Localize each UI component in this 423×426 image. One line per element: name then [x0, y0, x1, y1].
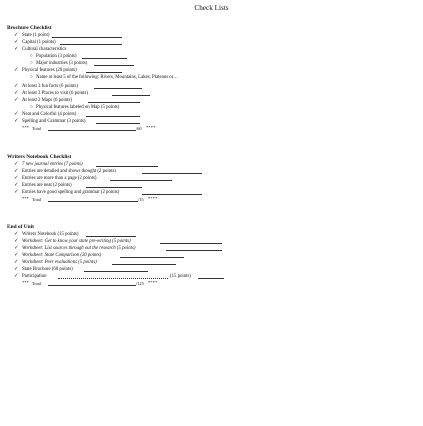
- answer-line: [84, 271, 148, 272]
- answer-line: [86, 236, 136, 237]
- item-label: Spelling and Grammar (3 points): [22, 119, 86, 124]
- list-item: [0, 104, 423, 111]
- check-mark-icon: ✓: [14, 67, 19, 73]
- check-mark-icon: ✓: [14, 97, 19, 103]
- item-label: Participation: [22, 274, 47, 279]
- brochure-total-row: *** Total /60 ****: [22, 125, 156, 131]
- list-item: [0, 175, 423, 182]
- item-points: (15 points): [170, 274, 191, 279]
- circle-bullet-icon: ○: [30, 61, 33, 66]
- circle-bullet-icon: ○: [30, 54, 33, 59]
- item-label: Worksheet: List sources through out the research (5 points): [22, 246, 136, 251]
- item-label: Capital (1 points): [22, 40, 56, 45]
- answer-line: [112, 95, 150, 96]
- total-points: /60: [136, 126, 142, 131]
- check-mark-icon: ✓: [14, 168, 19, 174]
- unit-total-row: *** Total /125 ****: [22, 280, 158, 286]
- answer-line: [94, 88, 142, 89]
- item-label: Physical features (20 points): [22, 68, 77, 73]
- list-item: [0, 97, 423, 104]
- item-label: At least 3 Places to visit (6 points): [22, 91, 88, 96]
- answer-line: [198, 278, 224, 279]
- check-mark-icon: ✓: [14, 46, 19, 52]
- check-mark-icon: ✓: [14, 252, 19, 258]
- answer-line: [48, 285, 136, 286]
- answer-line: [88, 102, 140, 103]
- item-label: Name at least 5 of the following: Rivers, Mountains, Lakes, Plateaus or…: [36, 75, 179, 80]
- check-mark-icon: ✓: [14, 111, 19, 117]
- notebook-total-row: *** Total /15 ****: [22, 196, 158, 202]
- answer-line: [86, 116, 140, 117]
- answer-line: [86, 187, 142, 188]
- list-item: [0, 168, 423, 175]
- total-points: /125: [136, 281, 144, 286]
- check-mark-icon: ✓: [14, 118, 19, 124]
- list-item: [0, 245, 423, 252]
- item-label: Neat and Colorful (4 points): [22, 112, 77, 117]
- check-mark-icon: ✓: [14, 39, 19, 45]
- list-item: [0, 67, 423, 74]
- check-mark-icon: ✓: [14, 90, 19, 96]
- item-label: Entries are more than a page (2 points): [22, 176, 97, 181]
- answer-line: [112, 264, 176, 265]
- answer-line: [96, 123, 140, 124]
- item-label: Worksheet: Peer evaluations (5 points): [22, 260, 97, 265]
- item-label: Worksheet: Get to know your state pre-writing (5 points): [22, 239, 131, 244]
- item-label: State (1 point): [22, 33, 50, 38]
- answer-line: [142, 194, 202, 195]
- total-label: Total: [32, 126, 41, 131]
- total-points: /15: [138, 197, 144, 202]
- list-item: [0, 182, 423, 189]
- total-label: Total: [32, 197, 41, 202]
- check-mark-icon: ✓: [14, 189, 19, 195]
- item-label: State Brochure (60 points): [22, 267, 73, 272]
- check-mark-icon: ✓: [14, 175, 19, 181]
- list-item: [0, 74, 423, 81]
- item-label: Entries have good spelling and grammar (2 points): [22, 190, 120, 195]
- list-item: [0, 111, 423, 118]
- item-label: Population (3 points): [36, 54, 77, 59]
- list-item: [0, 231, 423, 238]
- check-mark-icon: ✓: [14, 32, 19, 38]
- answer-line: [94, 65, 134, 66]
- check-mark-icon: ✓: [14, 266, 19, 272]
- list-item: [0, 32, 423, 39]
- item-label: Entries are neat (2 points): [22, 183, 72, 188]
- end-of-unit-heading: End of Unit: [7, 224, 34, 230]
- list-item: [0, 39, 423, 46]
- check-mark-icon: ✓: [14, 259, 19, 265]
- list-item: [0, 83, 423, 90]
- brochure-checklist-heading: Brochure Checklist: [7, 25, 52, 31]
- answer-line: [86, 72, 122, 73]
- check-mark-icon: ✓: [14, 161, 19, 167]
- answer-line: [48, 201, 138, 202]
- page-title: Check Lists: [194, 4, 229, 12]
- answer-line: [82, 58, 127, 59]
- list-item: [0, 118, 423, 125]
- answer-line: [52, 37, 122, 38]
- list-item: [0, 266, 423, 273]
- answer-line: [120, 257, 184, 258]
- answer-line: [110, 180, 172, 181]
- list-item: [0, 238, 423, 245]
- answer-line: [48, 130, 136, 131]
- list-item: [0, 46, 423, 53]
- answer-line: [96, 166, 158, 167]
- list-item: [0, 259, 423, 266]
- total-label: Total: [32, 281, 41, 286]
- list-item: [0, 189, 423, 196]
- answer-line: [58, 278, 168, 279]
- list-item: [0, 252, 423, 259]
- check-mark-icon: ✓: [14, 231, 19, 237]
- answer-line: [60, 44, 122, 45]
- check-mark-icon: ✓: [14, 245, 19, 251]
- item-label: Cultural characteristics: [22, 47, 67, 52]
- check-mark-icon: ✓: [14, 182, 19, 188]
- item-label: Major industries (3 points): [36, 61, 88, 66]
- list-item: [0, 273, 423, 280]
- list-item: [0, 161, 423, 168]
- check-mark-icon: ✓: [14, 273, 19, 279]
- item-label: 7 new journal entries (7 points): [22, 162, 83, 167]
- answer-line: [166, 250, 222, 251]
- notebook-checklist-heading: Writers Notebook Checklist: [7, 154, 72, 160]
- item-label: At least 3 fun facts (6 points): [22, 84, 78, 89]
- list-item: [0, 60, 423, 67]
- circle-bullet-icon: ○: [30, 105, 33, 110]
- answer-line: [160, 243, 222, 244]
- answer-line: [142, 173, 202, 174]
- item-label: At least 2 Maps (6 points): [22, 98, 72, 103]
- item-label: Writers Notebook (15 points): [22, 232, 79, 237]
- check-mark-icon: ✓: [14, 83, 19, 89]
- check-mark-icon: ✓: [14, 238, 19, 244]
- list-item: [0, 53, 423, 60]
- item-label: Entries are detailed and shows thought (2 points): [22, 169, 116, 174]
- item-label: Physical features labeled on Map (5 points): [36, 105, 120, 110]
- item-label: Worksheet: State Comparison (20 points): [22, 253, 102, 258]
- list-item: [0, 90, 423, 97]
- circle-bullet-icon: ○: [30, 75, 33, 80]
